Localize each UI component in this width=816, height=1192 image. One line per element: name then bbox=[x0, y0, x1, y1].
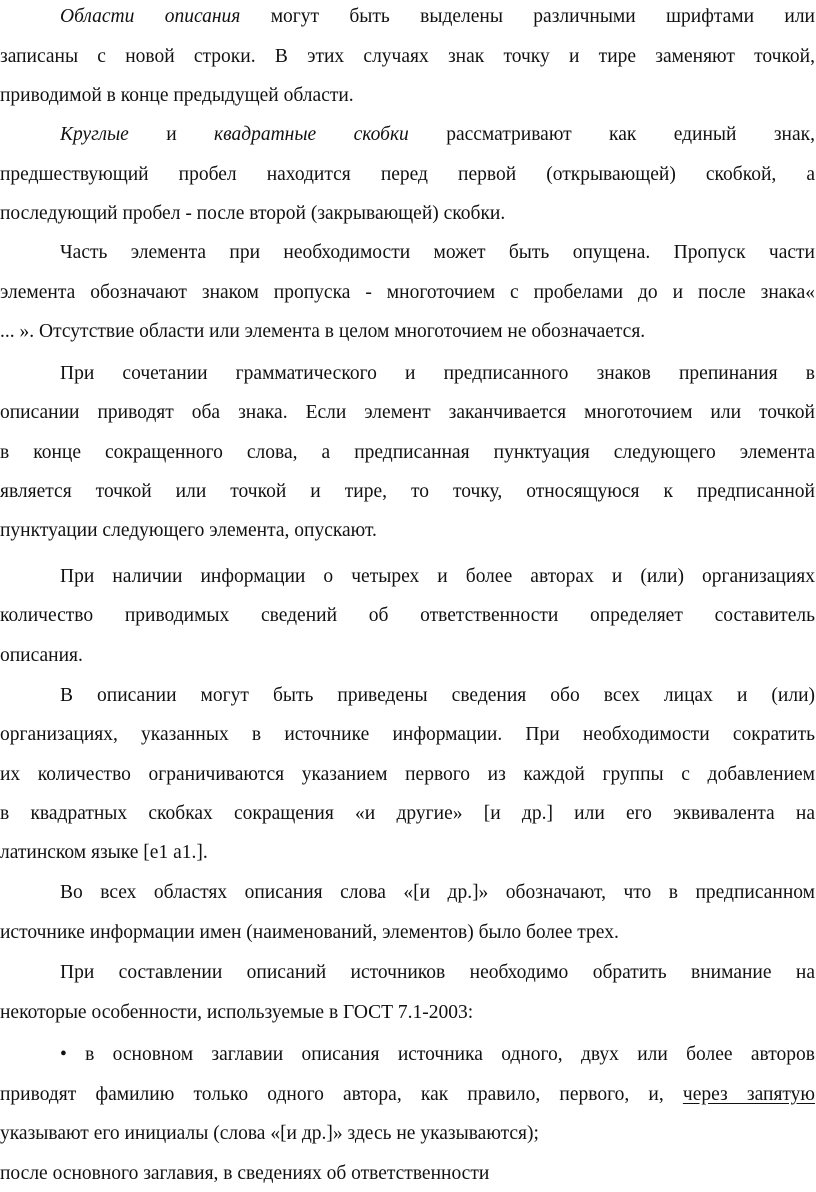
text-line: описании приводят оба знака. Если элемент заканчивается многоточием или точкой bbox=[0, 402, 815, 423]
text-line: При сочетании грамматического и предписанного знаков препинания в bbox=[60, 363, 815, 384]
text-line: Области описания могут быть выделены различными шрифтами или bbox=[60, 6, 815, 27]
text-line: является точкой или точкой и тире, то точку, относящуюся к предписанной bbox=[0, 481, 815, 502]
text-line: предшествующий пробел находится перед первой (открывающей) скобкой, а bbox=[0, 164, 815, 185]
text-line: • в основном заглавии описания источника одного, двух или более авторов bbox=[60, 1044, 815, 1065]
text-line: приводимой в конце предыдущей области. bbox=[0, 85, 354, 106]
text-line: Во всех областях описания слова «[и др.]» обозначают, что в предписанном bbox=[60, 882, 815, 903]
text-line: источнике информации имен (наименований, элементов) было более трех. bbox=[0, 922, 619, 943]
text-line: приводят фамилию только одного автора, как правило, первого, и, через запятую bbox=[0, 1084, 815, 1105]
text-line: в конце сокращенного слова, а предписанная пунктуация следующего элемента bbox=[0, 442, 815, 463]
text-line: При составлении описаний источников необходимо обратить внимание на bbox=[60, 962, 815, 983]
text-line: некоторые особенности, используемые в ГОСТ 7.1-2003: bbox=[0, 1002, 474, 1023]
text-line: последующий пробел - после второй (закрывающей) скобки. bbox=[0, 203, 506, 224]
text-line: В описании могут быть приведены сведения обо всех лицах и (или) bbox=[60, 685, 815, 706]
text-line: организациях, указанных в источнике информации. При необходимости сократить bbox=[0, 724, 815, 745]
text-line: описания. bbox=[0, 645, 83, 666]
text-line: Круглые и квадратные скобки рассматривают как единый знак, bbox=[60, 124, 815, 145]
text-line: пунктуации следующего элемента, опускают. bbox=[0, 520, 377, 541]
text-line: элемента обозначают знаком пропуска - многоточием с пробелами до и после знака« bbox=[0, 282, 815, 303]
text-line: записаны с новой строки. В этих случаях знак точку и тире заменяют точкой, bbox=[0, 46, 815, 67]
italic-term: квадратные скобки bbox=[214, 124, 409, 145]
text-line: после основного заглавия, в сведениях об ответственности bbox=[0, 1163, 490, 1184]
underlined-phrase: через запятую bbox=[682, 1084, 815, 1105]
text-line: указывают его инициалы (слова «[и др.]» здесь не указываются); bbox=[0, 1123, 539, 1144]
text-line: количество приводимых сведений об ответственности определяет составитель bbox=[0, 605, 815, 626]
text-line: латинском языке [e1 a1.]. bbox=[0, 842, 208, 863]
text-line: их количество ограничиваются указанием первого из каждой группы с добавлением bbox=[0, 764, 815, 785]
text-line: При наличии информации о четырех и более авторах и (или) организациях bbox=[60, 566, 815, 587]
text-line: Часть элемента при необходимости может быть опущена. Пропуск части bbox=[60, 242, 815, 263]
text-line: ... ». Отсутствие области или элемента в целом многоточием не обозначается. bbox=[0, 321, 646, 342]
text-line: в квадратных скобках сокращения «и другие» [и др.] или его эквивалента на bbox=[0, 803, 815, 824]
italic-term: Круглые bbox=[60, 124, 129, 145]
italic-term: Области описания bbox=[60, 6, 241, 27]
